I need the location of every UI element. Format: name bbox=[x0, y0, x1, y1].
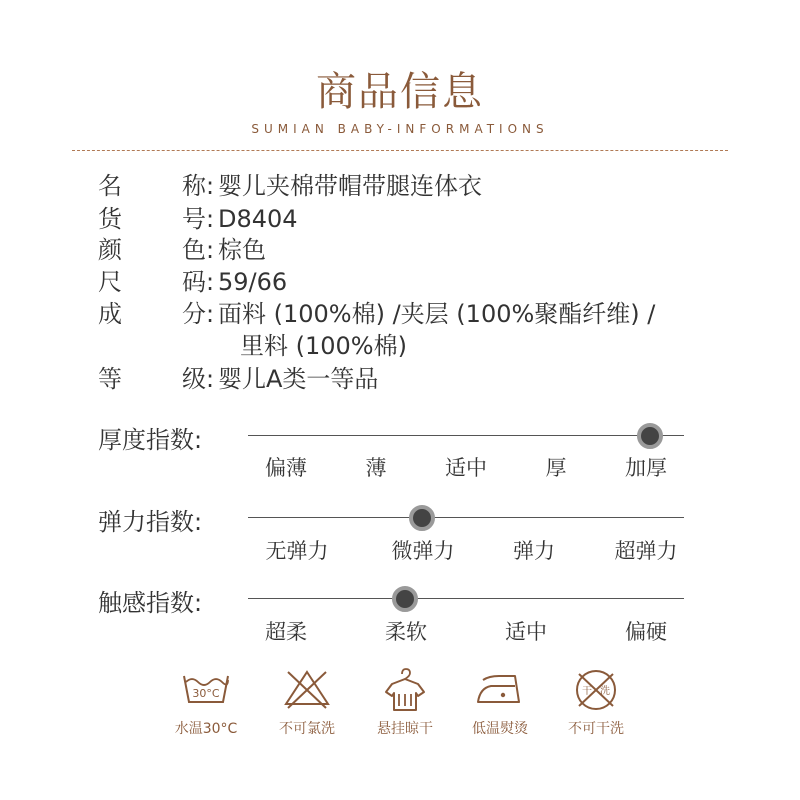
info-row-color bbox=[98, 234, 266, 266]
wash-30-icon bbox=[181, 668, 231, 712]
elasticity-scale-knob[interactable] bbox=[409, 505, 435, 531]
no-dry-clean-icon-text-a: 干 bbox=[582, 686, 592, 697]
info-label-a: 货 bbox=[98, 205, 122, 233]
touch-option: 偏硬 bbox=[625, 620, 667, 644]
info-row-sku bbox=[98, 203, 298, 235]
touch-scale-label: 触感指数: bbox=[98, 589, 203, 617]
care-no-bleach bbox=[252, 668, 362, 738]
page-subtitle: SUMIAN BABY-INFORMATIONS bbox=[251, 122, 549, 136]
info-value-composition: 面料 (100%棉) /夹层 (100%聚酯纤维) / bbox=[218, 300, 656, 328]
info-label-b: 色: bbox=[182, 236, 215, 264]
info-value-sku: D8404 bbox=[218, 205, 298, 233]
thickness-option: 适中 bbox=[445, 456, 487, 480]
elasticity-scale-label: 弹力指数: bbox=[98, 508, 203, 536]
care-no-dry-clean bbox=[541, 668, 651, 738]
elasticity-option: 超弹力 bbox=[614, 539, 678, 563]
care-hang-dry bbox=[350, 668, 460, 738]
info-label-b: 号: bbox=[182, 205, 215, 233]
info-row-grade bbox=[98, 363, 378, 395]
thickness-scale-label: 厚度指数: bbox=[98, 426, 203, 454]
info-label-b: 级: bbox=[182, 365, 215, 393]
touch-option: 超柔 bbox=[265, 620, 307, 644]
info-value-grade: 婴儿A类一等品 bbox=[218, 365, 379, 393]
elasticity-option: 无弹力 bbox=[265, 539, 329, 563]
wash-30-icon-text: 30°C bbox=[192, 687, 220, 700]
info-label-b: 分: bbox=[182, 300, 215, 328]
care-wash-label: 水温30°C bbox=[174, 721, 238, 737]
info-value-size: 59/66 bbox=[218, 268, 288, 296]
care-wash bbox=[151, 668, 261, 738]
info-value-color: 棕色 bbox=[218, 236, 266, 264]
elasticity-option: 弹力 bbox=[513, 539, 555, 563]
info-label-a: 成 bbox=[98, 300, 122, 328]
touch-scale-track[interactable] bbox=[248, 598, 684, 599]
info-value-composition-cont: 里料 (100%棉) bbox=[240, 332, 407, 360]
care-no-bleach-label: 不可氯洗 bbox=[279, 721, 335, 737]
info-row-composition bbox=[98, 298, 655, 330]
info-label-a: 颜 bbox=[98, 236, 122, 264]
hang-dry-icon bbox=[380, 668, 430, 712]
info-row-size bbox=[98, 266, 287, 298]
care-no-dry-clean-label: 不可干洗 bbox=[568, 721, 624, 737]
thickness-scale-knob[interactable] bbox=[637, 423, 663, 449]
no-dry-clean-icon bbox=[571, 668, 621, 712]
touch-option: 柔软 bbox=[385, 620, 427, 644]
info-label-a: 名 bbox=[98, 172, 122, 200]
care-low-iron bbox=[445, 668, 555, 738]
page-title: 商品信息 bbox=[316, 69, 484, 115]
info-label-a: 等 bbox=[98, 365, 122, 393]
no-bleach-icon bbox=[282, 668, 332, 712]
dashed-divider bbox=[72, 150, 728, 151]
thickness-option: 薄 bbox=[365, 456, 387, 480]
info-row-name bbox=[98, 170, 482, 202]
touch-scale-knob[interactable] bbox=[392, 586, 418, 612]
care-hang-dry-label: 悬挂晾干 bbox=[377, 721, 433, 737]
info-value-name: 婴儿夹棉带帽带腿连体衣 bbox=[218, 172, 482, 200]
info-label-b: 码: bbox=[182, 268, 215, 296]
info-label-a: 尺 bbox=[98, 268, 122, 296]
care-low-iron-label: 低温熨烫 bbox=[472, 721, 528, 737]
low-iron-icon bbox=[475, 668, 525, 712]
thickness-option: 偏薄 bbox=[265, 456, 307, 480]
no-dry-clean-icon-text-b: 洗 bbox=[600, 686, 610, 697]
touch-option: 适中 bbox=[505, 620, 547, 644]
thickness-option: 加厚 bbox=[625, 456, 667, 480]
elasticity-option: 微弹力 bbox=[391, 539, 455, 563]
info-label-b: 称: bbox=[182, 172, 215, 200]
thickness-scale-track[interactable] bbox=[248, 435, 684, 436]
thickness-option: 厚 bbox=[545, 456, 567, 480]
elasticity-scale-track[interactable] bbox=[248, 517, 684, 518]
